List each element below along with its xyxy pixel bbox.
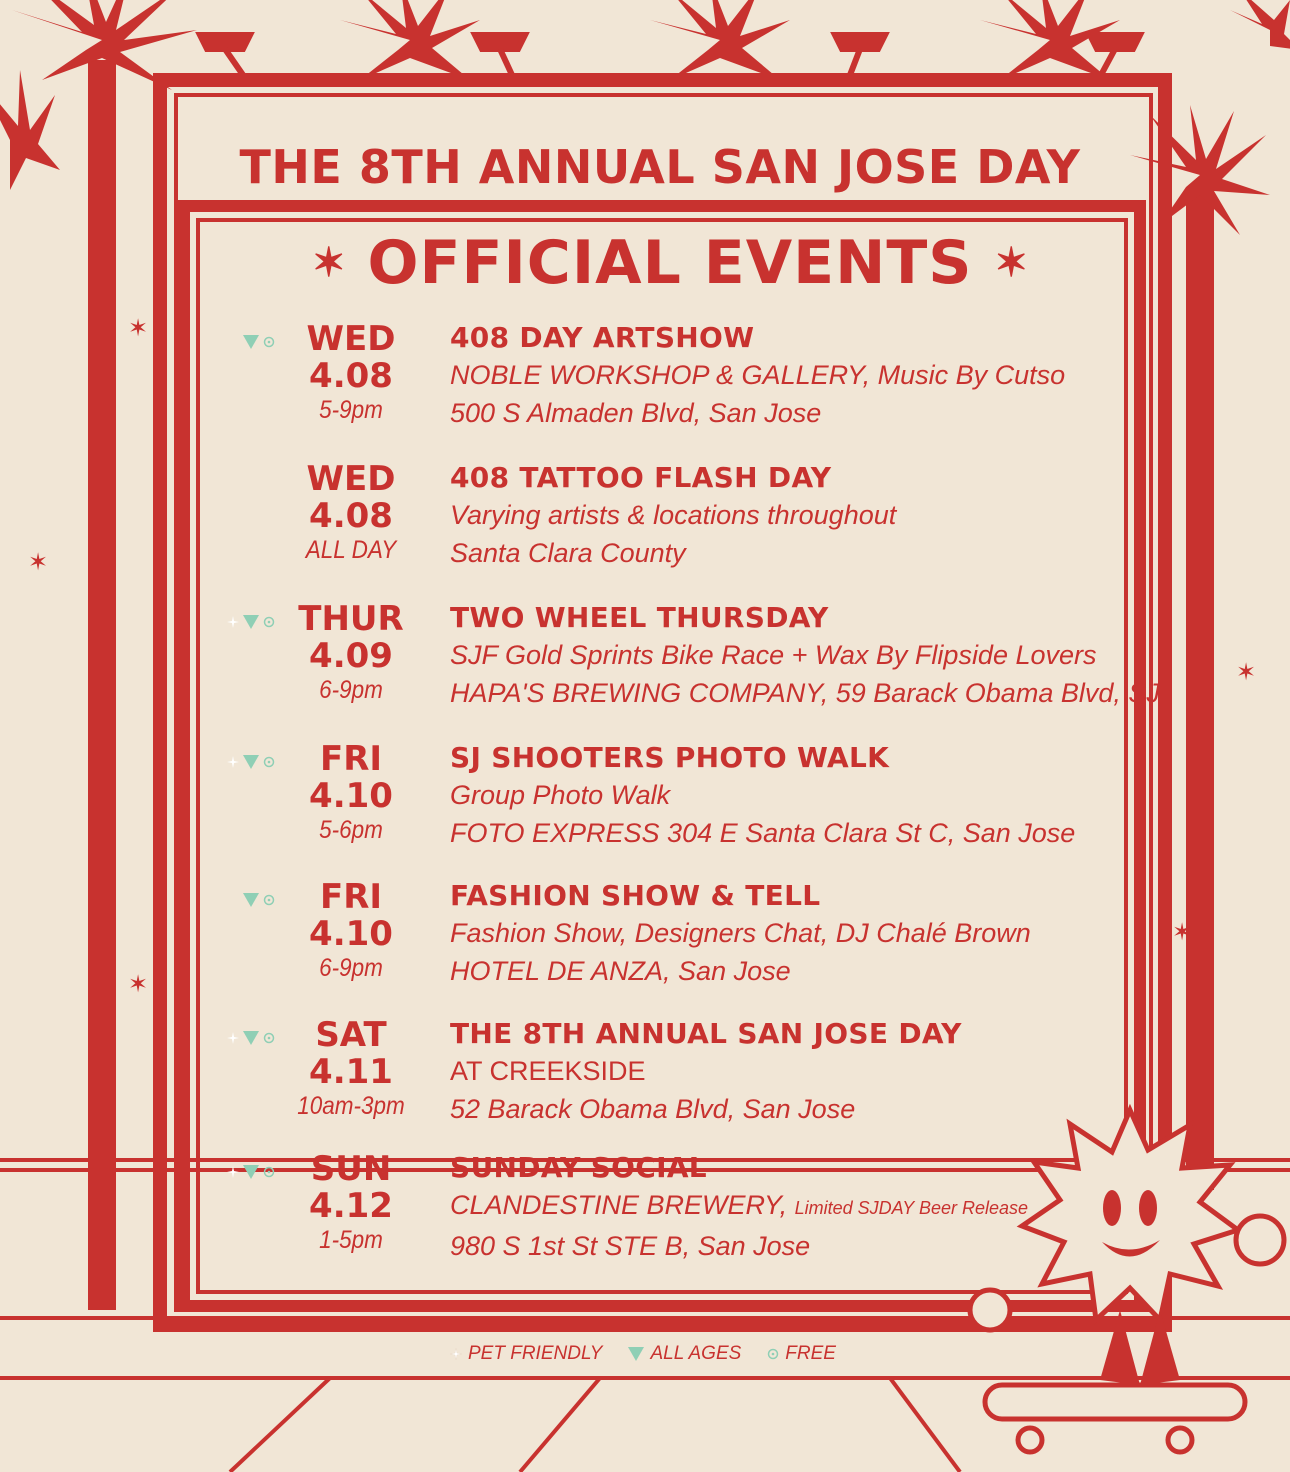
event-icons <box>220 1162 275 1182</box>
event-name: TWO WHEEL THURSDAY <box>450 601 829 634</box>
event-location: 500 S Almaden Blvd, San Jose <box>450 398 822 428</box>
event-day: SUN <box>310 1149 392 1189</box>
event-date <box>286 740 416 846</box>
event-note: Limited SJDAY Beer Release <box>794 1198 1029 1218</box>
event-day: SAT <box>315 1015 387 1055</box>
event-info <box>450 320 1130 432</box>
event-date <box>286 320 416 426</box>
event-detail-text: AT CREEKSIDE <box>450 1056 646 1086</box>
event-location: HAPA'S BREWING COMPANY, 59 Barack Obama Blvd, SJ <box>450 678 1160 708</box>
event-info <box>450 600 1160 712</box>
event-detail <box>450 496 1130 534</box>
event-icons <box>220 1028 275 1048</box>
event-date-number: 4.09 <box>309 636 393 676</box>
event-detail-text: Varying artists & locations throughout <box>450 500 897 530</box>
event-date <box>286 460 416 566</box>
triangle-icon <box>243 893 259 907</box>
event-day: THUR <box>298 599 404 639</box>
event-name: THE 8TH ANNUAL SAN JOSE DAY <box>450 1017 962 1050</box>
event-location: 52 Barack Obama Blvd, San Jose <box>450 1094 856 1124</box>
legend-pet-friendly <box>450 1343 602 1365</box>
triangle-icon <box>243 1165 259 1179</box>
event-date-number: 4.11 <box>309 1052 393 1092</box>
event-location: HOTEL DE ANZA, San Jose <box>450 956 791 986</box>
event-icons <box>220 332 275 352</box>
sparkle-icon <box>227 756 239 768</box>
event-detail <box>450 776 1130 814</box>
event-info <box>450 1016 1130 1128</box>
event-detail <box>450 1052 1130 1090</box>
event-icons <box>220 612 275 632</box>
legend-free <box>767 1343 836 1365</box>
circle-icon <box>263 894 275 906</box>
circle-icon <box>767 1348 779 1360</box>
legend-pet-friendly-label: PET FRIENDLY <box>468 1343 603 1364</box>
triangle-icon <box>243 1031 259 1045</box>
event-day: FRI <box>319 739 383 779</box>
event-detail-text: NOBLE WORKSHOP & GALLERY, Music By Cutso <box>450 360 1066 390</box>
asterisk-icon: ✶ <box>994 241 1028 285</box>
event-name: 408 DAY ARTSHOW <box>450 321 755 354</box>
event-date-number: 4.10 <box>309 914 393 954</box>
event-date-number: 4.12 <box>309 1186 393 1226</box>
event-time: 5-9pm <box>319 396 383 424</box>
event-time: 1-5pm <box>319 1226 383 1254</box>
event-detail-text: Group Photo Walk <box>450 780 671 810</box>
event-icons <box>220 890 275 910</box>
event-info <box>450 460 1130 572</box>
legend-free-label: FREE <box>785 1343 836 1364</box>
event-date <box>286 1016 416 1122</box>
svg-text:✶: ✶ <box>128 970 149 998</box>
asterisk-icon: ✶ <box>311 241 346 285</box>
event-detail <box>450 356 1130 394</box>
sparkle-icon <box>227 1166 239 1178</box>
sparkle-icon <box>450 1348 462 1360</box>
event-time: 5-6pm <box>319 816 383 844</box>
event-date <box>286 1150 416 1256</box>
event-time: 10am-3pm <box>297 1092 405 1120</box>
event-location: FOTO EXPRESS 304 E Santa Clara St C, San Jose <box>450 818 1076 848</box>
event-icons <box>220 752 275 772</box>
event-day: WED <box>306 459 396 499</box>
triangle-icon <box>628 1347 644 1361</box>
event-time: 6-9pm <box>319 676 383 704</box>
event-info <box>450 878 1130 990</box>
sparkle-icon <box>227 1032 239 1044</box>
event-time: ALL DAY <box>305 536 397 564</box>
legend-all-ages-label: ALL AGES <box>650 1343 742 1364</box>
event-location: 980 S 1st St STE B, San Jose <box>450 1231 811 1261</box>
svg-text:✶: ✶ <box>128 314 149 342</box>
event-date-number: 4.10 <box>309 776 393 816</box>
event-day: WED <box>306 319 396 359</box>
event-detail <box>450 1186 1130 1227</box>
event-detail-text: CLANDESTINE BREWERY, <box>450 1190 788 1220</box>
event-icons <box>220 472 275 492</box>
event-name: SJ SHOOTERS PHOTO WALK <box>450 741 890 774</box>
palm-tree-left <box>12 0 197 1310</box>
circle-icon <box>263 336 275 348</box>
event-time: 6-9pm <box>319 954 383 982</box>
event-date <box>286 600 416 706</box>
event-detail <box>450 636 1130 674</box>
triangle-icon <box>243 615 259 629</box>
svg-text:✶: ✶ <box>28 548 49 576</box>
event-date-number: 4.08 <box>309 496 393 536</box>
event-location: Santa Clara County <box>450 538 686 568</box>
event-day: FRI <box>319 877 383 917</box>
event-date-number: 4.08 <box>309 356 393 396</box>
event-name: SUNDAY SOCIAL <box>450 1151 707 1184</box>
event-date <box>286 878 416 984</box>
circle-icon <box>263 1166 275 1178</box>
event-name: 408 TATTOO FLASH DAY <box>450 461 832 494</box>
event-name: FASHION SHOW & TELL <box>450 879 821 912</box>
subtitle-row <box>200 228 1140 298</box>
circle-icon <box>263 756 275 768</box>
triangle-icon <box>243 755 259 769</box>
svg-text:✶: ✶ <box>1236 658 1257 686</box>
event-detail <box>450 914 1130 952</box>
svg-text:✶: ✶ <box>1172 918 1193 946</box>
legend-all-ages <box>628 1343 741 1365</box>
palm-tree-left-small <box>0 70 60 190</box>
sparkle-icon <box>227 616 239 628</box>
triangle-icon <box>243 335 259 349</box>
event-detail-text: Fashion Show, Designers Chat, DJ Chalé Brown <box>450 918 1031 948</box>
poster-subtitle: OFFICIAL EVENTS <box>367 228 973 298</box>
circle-icon <box>263 616 275 628</box>
poster-title: THE 8TH ANNUAL SAN JOSE DAY <box>239 140 1081 194</box>
billboard-lamps <box>200 35 1140 75</box>
event-info <box>450 1150 1130 1265</box>
event-detail-text: SJF Gold Sprints Bike Race + Wax By Flipside Lovers <box>450 640 1097 670</box>
legend <box>450 1340 890 1368</box>
circle-icon <box>263 1032 275 1044</box>
event-info <box>450 740 1130 852</box>
